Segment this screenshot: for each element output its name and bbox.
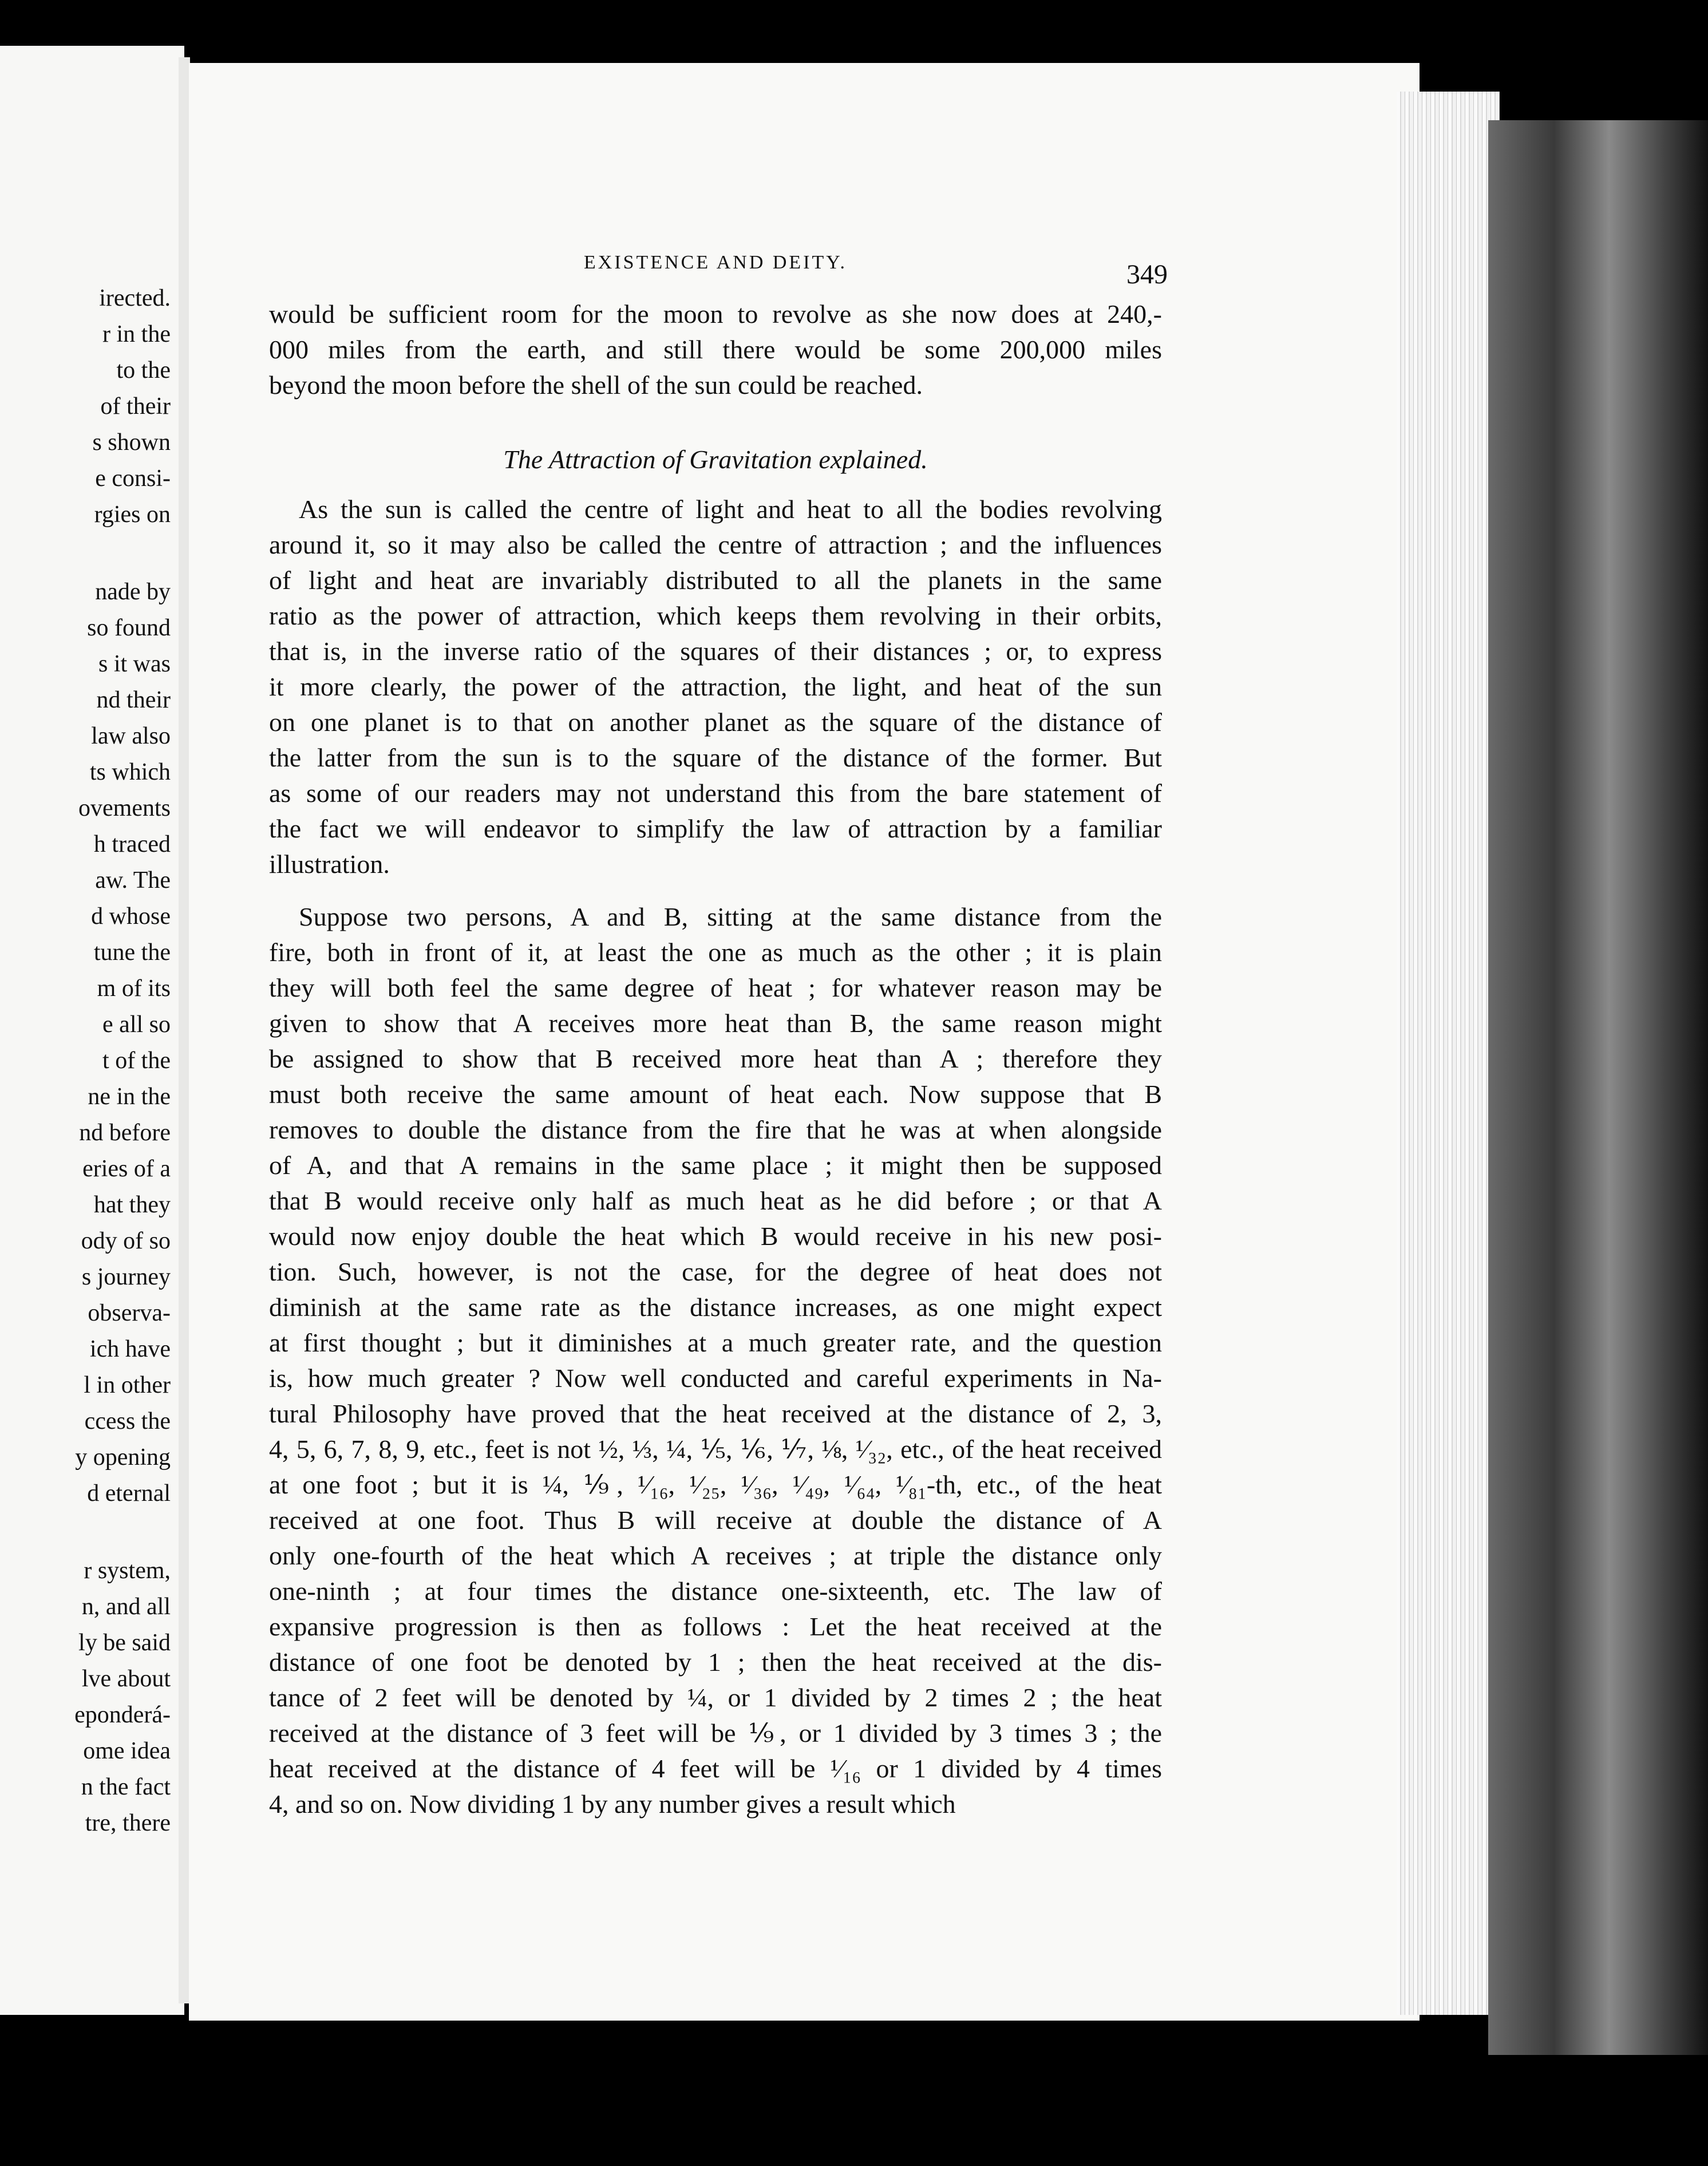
text-line: one-ninth ; at four times the distance one-sixteenth, etc. The law of: [269, 1576, 1162, 1606]
left-page-line: ome idea: [83, 1738, 171, 1764]
text-line: 4, 5, 6, 7, 8, 9, etc., feet is not ½, ⅓, ¼, ⅕, ⅙, ⅐, ⅛, ¹⁄₃₂, etc., of the heat received: [269, 1434, 1162, 1464]
left-page-line: law also: [91, 723, 171, 749]
left-page-line: r in the: [102, 321, 171, 347]
text-line: tion. Such, however, is not the case, for the degree of heat does not: [269, 1257, 1162, 1286]
left-page-line: e consi-: [95, 465, 171, 492]
left-page-line: n, and all: [81, 1594, 171, 1620]
running-header: EXISTENCE AND DEITY.: [584, 252, 847, 273]
text-line: the fact we will endeavor to simplify the law of attraction by a familiar: [269, 814, 1162, 843]
left-page-line: ts which: [89, 759, 171, 785]
text-line: given to show that A receives more heat than B, the same reason might: [269, 1009, 1162, 1038]
text-line: would now enjoy double the heat which B would receive in his new posi-: [269, 1222, 1162, 1251]
text-line: of light and heat are invariably distributed to all the planets in the same: [269, 566, 1162, 595]
left-page-line: d whose: [91, 903, 171, 930]
text-line: removes to double the distance from the fire that he was at when alongside: [269, 1115, 1162, 1144]
text-line: fire, both in front of it, at least the one as much as the other ; it is plain: [269, 938, 1162, 967]
text-line: As the sun is called the centre of light and heat to all the bodies revolving: [299, 495, 1162, 524]
text-line: be assigned to show that B received more heat than A ; therefore they: [269, 1044, 1162, 1073]
text-line: tance of 2 feet will be denoted by ¼, or 1 divided by 2 times 2 ; the heat: [269, 1683, 1162, 1712]
page-edges: [1397, 92, 1500, 2015]
left-page-line: of their: [100, 393, 171, 420]
text-line: at one foot ; but it is ¼, ⅑, ¹⁄₁₆, ¹⁄₂₅, ¹⁄₃₆, ¹⁄₄₉, ¹⁄₆₄, ¹⁄₈₁-th, etc., of the heat: [269, 1470, 1162, 1499]
left-page-line: n the fact: [81, 1774, 171, 1800]
text-line: of A, and that A remains in the same place ; it might then be supposed: [269, 1151, 1162, 1180]
left-page-line: lve about: [81, 1666, 171, 1692]
left-page-line: ly be said: [78, 1630, 171, 1656]
left-page-line: e all so: [102, 1011, 171, 1038]
left-page-line: m of its: [97, 975, 171, 1002]
left-page-line: irected.: [99, 285, 171, 311]
text-line: at first thought ; but it diminishes at a much greater rate, and the question: [269, 1328, 1162, 1357]
text-line: 4, and so on. Now dividing 1 by any number gives a result which: [269, 1789, 956, 1819]
left-page-line: y opening: [75, 1444, 171, 1471]
text-line: it more clearly, the power of the attraction, the light, and heat of the sun: [269, 672, 1162, 701]
text-line: expansive progression is then as follows : Let the heat received at the: [269, 1612, 1162, 1641]
paragraph-attraction: [269, 492, 1162, 882]
text-line: on one planet is to that on another planet as the square of the distance of: [269, 707, 1162, 737]
left-page-line: l in other: [84, 1372, 171, 1398]
text-line: distance of one foot be denoted by 1 ; then the heat received at the dis-: [269, 1647, 1162, 1677]
text-line: Suppose two persons, A and B, sitting at the same distance from the: [299, 902, 1162, 931]
text-line: beyond the moon before the shell of the sun could be reached.: [269, 370, 923, 400]
text-line: diminish at the same rate as the distance increases, as one might expect: [269, 1293, 1162, 1322]
text-line: that is, in the inverse ratio of the squares of their distances ; or, to express: [269, 637, 1162, 666]
left-page-line: h traced: [93, 831, 171, 857]
text-line: tural Philosophy have proved that the heat received at the distance of 2, 3,: [269, 1399, 1162, 1428]
left-page: [0, 46, 184, 2015]
left-page-line: t of the: [102, 1048, 171, 1074]
text-line: received at the distance of 3 feet will be ⅑, or 1 divided by 3 times 3 ; the: [269, 1718, 1162, 1748]
left-page-line: observa-: [88, 1300, 171, 1326]
text-line: heat received at the distance of 4 feet will be ¹⁄₁₆ or 1 divided by 4 times: [269, 1754, 1162, 1783]
text-line: the latter from the sun is to the square of the distance of the former. But: [269, 743, 1162, 772]
left-page-line: eponderá-: [74, 1702, 171, 1728]
text-line: they will both feel the same degree of heat ; for whatever reason may be: [269, 973, 1162, 1002]
text-line: as some of our readers may not understand this from the bare statement of: [269, 778, 1162, 808]
text-line: is, how much greater ? Now well conducted and careful experiments in Na-: [269, 1363, 1162, 1393]
left-page-line: nade by: [95, 579, 171, 605]
opening-paragraph: [269, 297, 1162, 403]
text-line: around it, so it may also be called the centre of attraction ; and the influences: [269, 530, 1162, 559]
left-page-line: hat they: [93, 1192, 171, 1218]
text-line: ratio as the power of attraction, which keeps them revolving in their orbits,: [269, 601, 1162, 630]
left-page-line: d eternal: [87, 1480, 171, 1507]
left-page-line: nd their: [96, 687, 171, 713]
left-page-line: ccess the: [84, 1408, 171, 1434]
left-page-line: ich have: [89, 1336, 171, 1362]
left-page-text: [0, 280, 171, 1841]
text-line: would be sufficient room for the moon to revolve as she now does at 240,-: [269, 299, 1162, 329]
section-title: The Attraction of Gravitation explained.: [503, 445, 928, 474]
page-number: 349: [1126, 259, 1168, 290]
left-page-line: to the: [116, 357, 171, 384]
left-page-line: ovements: [78, 795, 171, 821]
left-page-line: rgies on: [94, 501, 171, 528]
left-page-line: nd before: [79, 1120, 171, 1146]
left-page-line: ne in the: [88, 1084, 171, 1110]
left-page-line: s shown: [92, 429, 171, 456]
book-gutter: [179, 57, 190, 2003]
page-body: [269, 297, 1162, 1822]
left-page-line: aw. The: [95, 867, 171, 894]
text-line: illustration.: [269, 849, 390, 879]
text-line: that B would receive only half as much heat as he did before ; or that A: [269, 1186, 1162, 1215]
left-page-line: s journey: [81, 1264, 171, 1290]
text-line: 000 miles from the earth, and still there would be some 200,000 miles: [269, 335, 1162, 364]
text-line: must both receive the same amount of heat each. Now suppose that B: [269, 1080, 1162, 1109]
left-page-line: tune the: [93, 939, 171, 966]
left-page-line: s it was: [98, 651, 171, 677]
text-line: only one-fourth of the heat which A receives ; at triple the distance only: [269, 1541, 1162, 1570]
left-page-line: so found: [87, 615, 171, 641]
left-page-line: ody of so: [81, 1228, 171, 1254]
text-line: received at one foot. Thus B will receive at double the distance of A: [269, 1505, 1162, 1535]
left-page-line: tre, there: [85, 1810, 171, 1836]
left-page-line: eries of a: [82, 1156, 171, 1182]
left-page-line: r system,: [84, 1558, 171, 1584]
book-cover-edge: [1488, 120, 1708, 2055]
paragraph-illustration: [269, 899, 1162, 1822]
